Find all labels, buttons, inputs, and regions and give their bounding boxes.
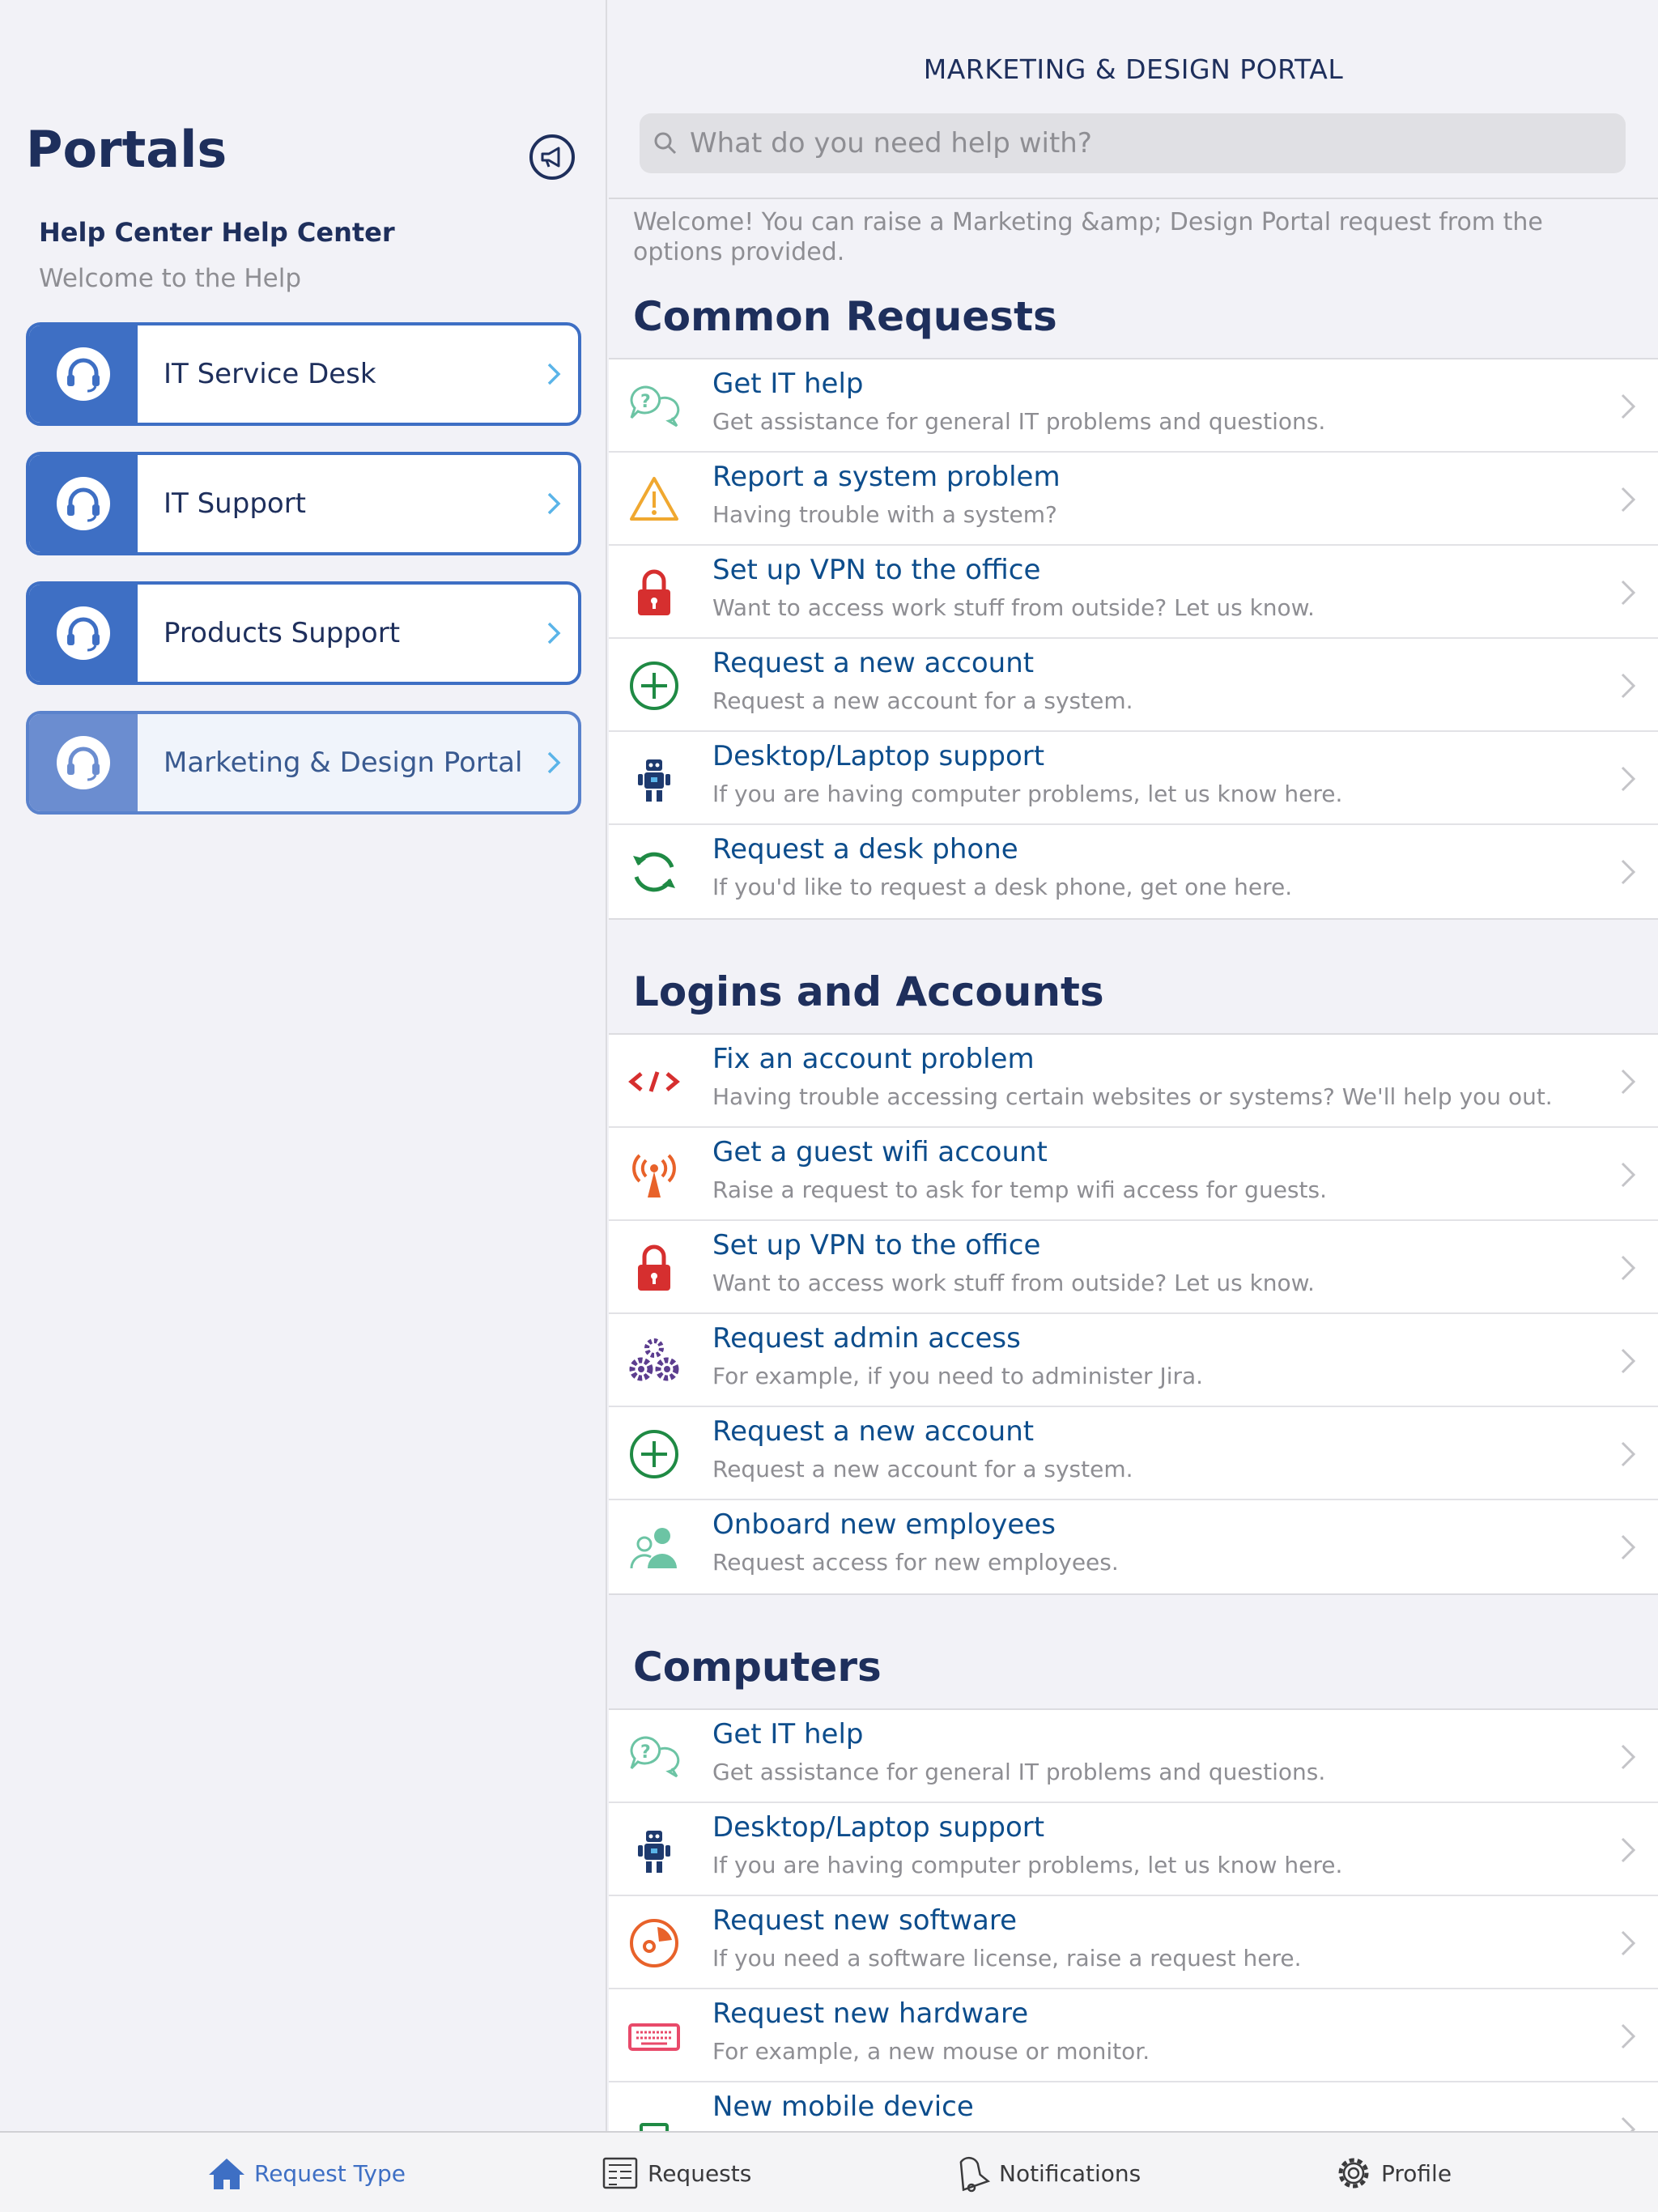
row-title: Desktop/Laptop support: [712, 740, 1045, 772]
portal-item-it-support[interactable]: [26, 452, 581, 555]
list-item[interactable]: [609, 1035, 1658, 1128]
portal-item-marketing-design[interactable]: [26, 711, 581, 815]
row-title: Request new software: [712, 1904, 1018, 1937]
list-item[interactable]: [609, 2082, 1658, 2131]
portal-item-it-service-desk[interactable]: [26, 322, 581, 426]
chevron-right-icon: [529, 325, 578, 423]
main-panel: [609, 0, 1658, 2131]
list-item[interactable]: [609, 1221, 1658, 1314]
section-list-common-requests: [609, 358, 1658, 920]
tab-profile[interactable]: [1334, 2133, 1452, 2212]
list-item[interactable]: [609, 1989, 1658, 2082]
tab-request-type[interactable]: [207, 2133, 406, 2212]
robot-icon: [628, 753, 680, 805]
row-description: Want to access work stuff from outside? Let us know.: [712, 594, 1315, 621]
list-item[interactable]: [609, 732, 1658, 825]
list-item[interactable]: [609, 1710, 1658, 1803]
chevron-right-icon: [1619, 1253, 1637, 1283]
row-title: New mobile device: [712, 2091, 974, 2123]
chevron-right-icon: [529, 714, 578, 811]
row-description: For example, a new mouse or monitor.: [712, 2038, 1150, 2065]
headset-icon: [55, 734, 112, 791]
row-description: If you are having computer problems, let us know here.: [712, 1852, 1343, 1878]
list-item[interactable]: [609, 1896, 1658, 1989]
chevron-right-icon: [529, 455, 578, 552]
section-title-computers: Computers: [633, 1644, 882, 1691]
chevron-right-icon: [529, 585, 578, 682]
chevron-right-icon: [1619, 1836, 1637, 1865]
warning-icon: [628, 474, 680, 525]
keyboard-icon: [628, 2010, 680, 2062]
help-center-title: Help Center Help Center: [39, 217, 395, 248]
section-list-logins-accounts: [609, 1033, 1658, 1595]
chevron-right-icon: [1619, 857, 1637, 887]
people-icon: [628, 1521, 680, 1573]
sidebar: [0, 0, 607, 2131]
row-description: If you'd like to request a desk phone, get one here.: [712, 874, 1293, 900]
row-title: Desktop/Laptop support: [712, 1811, 1045, 1844]
row-description: Having trouble accessing certain websites or systems? We'll help you out.: [712, 1083, 1553, 1110]
row-description: Raise a request to ask for temp wifi access for guests.: [712, 1176, 1327, 1203]
chevron-right-icon: [1619, 764, 1637, 793]
section-title-logins-accounts: Logins and Accounts: [633, 968, 1104, 1015]
svg-text:?: ?: [640, 1742, 651, 1763]
search-placeholder: What do you need help with?: [690, 127, 1092, 160]
row-title: Onboard new employees: [712, 1508, 1056, 1541]
row-title: Request a new account: [712, 1415, 1035, 1448]
list-item[interactable]: [609, 546, 1658, 639]
row-description: Get assistance for general IT problems and questions.: [712, 408, 1326, 435]
tab-requests[interactable]: [601, 2133, 751, 2212]
row-description: Request a new account for a system.: [712, 1456, 1133, 1482]
welcome-message: Welcome! You can raise a Marketing &amp; Design Portal request from the options provided.: [633, 208, 1543, 266]
plus-circle-icon: [628, 1428, 680, 1480]
lock-icon: [628, 1242, 680, 1294]
page-title: MARKETING & DESIGN PORTAL: [923, 53, 1344, 85]
list-item[interactable]: [609, 1803, 1658, 1896]
robot-icon: [628, 1824, 680, 1876]
row-title: Set up VPN to the office: [712, 1229, 1041, 1261]
row-title: Get a guest wifi account: [712, 1136, 1048, 1168]
tab-label: Notifications: [999, 2159, 1141, 2187]
announcement-button[interactable]: [529, 134, 575, 180]
row-title: Get IT help: [712, 368, 864, 400]
gears-icon: [628, 1335, 680, 1387]
tab-label: Profile: [1381, 2159, 1452, 2187]
search-icon: [653, 130, 678, 156]
chevron-right-icon: [1619, 578, 1637, 607]
portal-icon-block: [29, 325, 138, 423]
document-list-icon: [601, 2154, 640, 2193]
row-description: Request a new account for a system.: [712, 687, 1133, 714]
row-description: If you are having computer problems, let us know here.: [712, 781, 1343, 807]
chevron-right-icon: [1619, 671, 1637, 700]
list-item[interactable]: [609, 825, 1658, 918]
row-title: Request a desk phone: [712, 833, 1018, 866]
chevron-right-icon: [1619, 1742, 1637, 1772]
chevron-right-icon: [1619, 1160, 1637, 1189]
section-list-computers: [609, 1708, 1658, 2131]
megaphone-icon: [538, 143, 567, 172]
portal-icon-block: [29, 455, 138, 552]
row-description: Get assistance for general IT problems and questions.: [712, 1759, 1326, 1785]
help-center-subtitle: Welcome to the Help: [39, 264, 302, 293]
refresh-icon: [628, 846, 680, 898]
chevron-right-icon: [1619, 1346, 1637, 1376]
portal-label: IT Service Desk: [164, 358, 376, 390]
row-title: Request new hardware: [712, 1997, 1029, 2030]
list-item[interactable]: [609, 1407, 1658, 1500]
bell-icon: [952, 2154, 991, 2193]
row-title: Set up VPN to the office: [712, 554, 1041, 586]
portal-label: Products Support: [164, 617, 401, 649]
list-item[interactable]: [609, 453, 1658, 546]
portal-label: IT Support: [164, 487, 307, 520]
question-bubbles-icon: [628, 381, 680, 432]
headset-icon: [55, 605, 112, 661]
row-title: Report a system problem: [712, 461, 1061, 493]
row-title: Get IT help: [712, 1718, 864, 1750]
chevron-right-icon: [1619, 1440, 1637, 1469]
portal-item-products-support[interactable]: [26, 581, 581, 685]
row-title: Request a new account: [712, 647, 1035, 679]
portal-icon-block: [29, 714, 138, 811]
list-item[interactable]: [609, 1314, 1658, 1407]
home-icon: [207, 2155, 246, 2191]
svg-text:?: ?: [640, 392, 651, 412]
section-title-common-requests: Common Requests: [633, 293, 1057, 340]
row-description: If you need a software license, raise a request here.: [712, 1945, 1302, 1972]
software-disc-icon: [628, 1917, 680, 1969]
list-item[interactable]: [609, 639, 1658, 732]
tab-label: Requests: [648, 2159, 752, 2187]
mobile-device-icon: [628, 2104, 680, 2131]
row-description: Having trouble with a system?: [712, 501, 1057, 528]
plus-circle-icon: [628, 660, 680, 712]
tab-label: Request Type: [254, 2159, 406, 2187]
row-description: Request access for new employees.: [712, 1549, 1119, 1576]
chevron-right-icon: [1619, 2022, 1637, 2051]
portal-icon-block: [29, 585, 138, 682]
portals-title: Portals: [26, 120, 227, 179]
list-item[interactable]: [609, 359, 1658, 453]
chevron-right-icon: [1619, 1067, 1637, 1096]
wifi-antenna-icon: [628, 1149, 680, 1201]
list-item[interactable]: [609, 1128, 1658, 1221]
headset-icon: [55, 475, 112, 532]
row-description: Want to access work stuff from outside? Let us know.: [712, 1270, 1315, 1296]
chevron-right-icon: [1619, 392, 1637, 421]
question-bubbles-icon: [628, 1731, 680, 1783]
chevron-right-icon: [1619, 1533, 1637, 1562]
row-title: Request admin access: [712, 1322, 1021, 1355]
headset-icon: [55, 346, 112, 402]
search-input[interactable]: [640, 113, 1626, 173]
divider: [609, 198, 1658, 199]
row-title: Fix an account problem: [712, 1043, 1035, 1075]
lock-icon: [628, 567, 680, 619]
gear-icon: [1334, 2154, 1373, 2193]
list-item[interactable]: [609, 1500, 1658, 1593]
row-description: For example, if you need to administer Jira.: [712, 1363, 1204, 1389]
tab-notifications[interactable]: [952, 2133, 1141, 2212]
chevron-right-icon: [1619, 485, 1637, 514]
portal-label: Marketing & Design Portal: [164, 747, 523, 779]
tab-bar: [0, 2131, 1658, 2212]
code-icon: [628, 1056, 680, 1108]
chevron-right-icon: [1619, 2115, 1637, 2131]
chevron-right-icon: [1619, 1929, 1637, 1958]
